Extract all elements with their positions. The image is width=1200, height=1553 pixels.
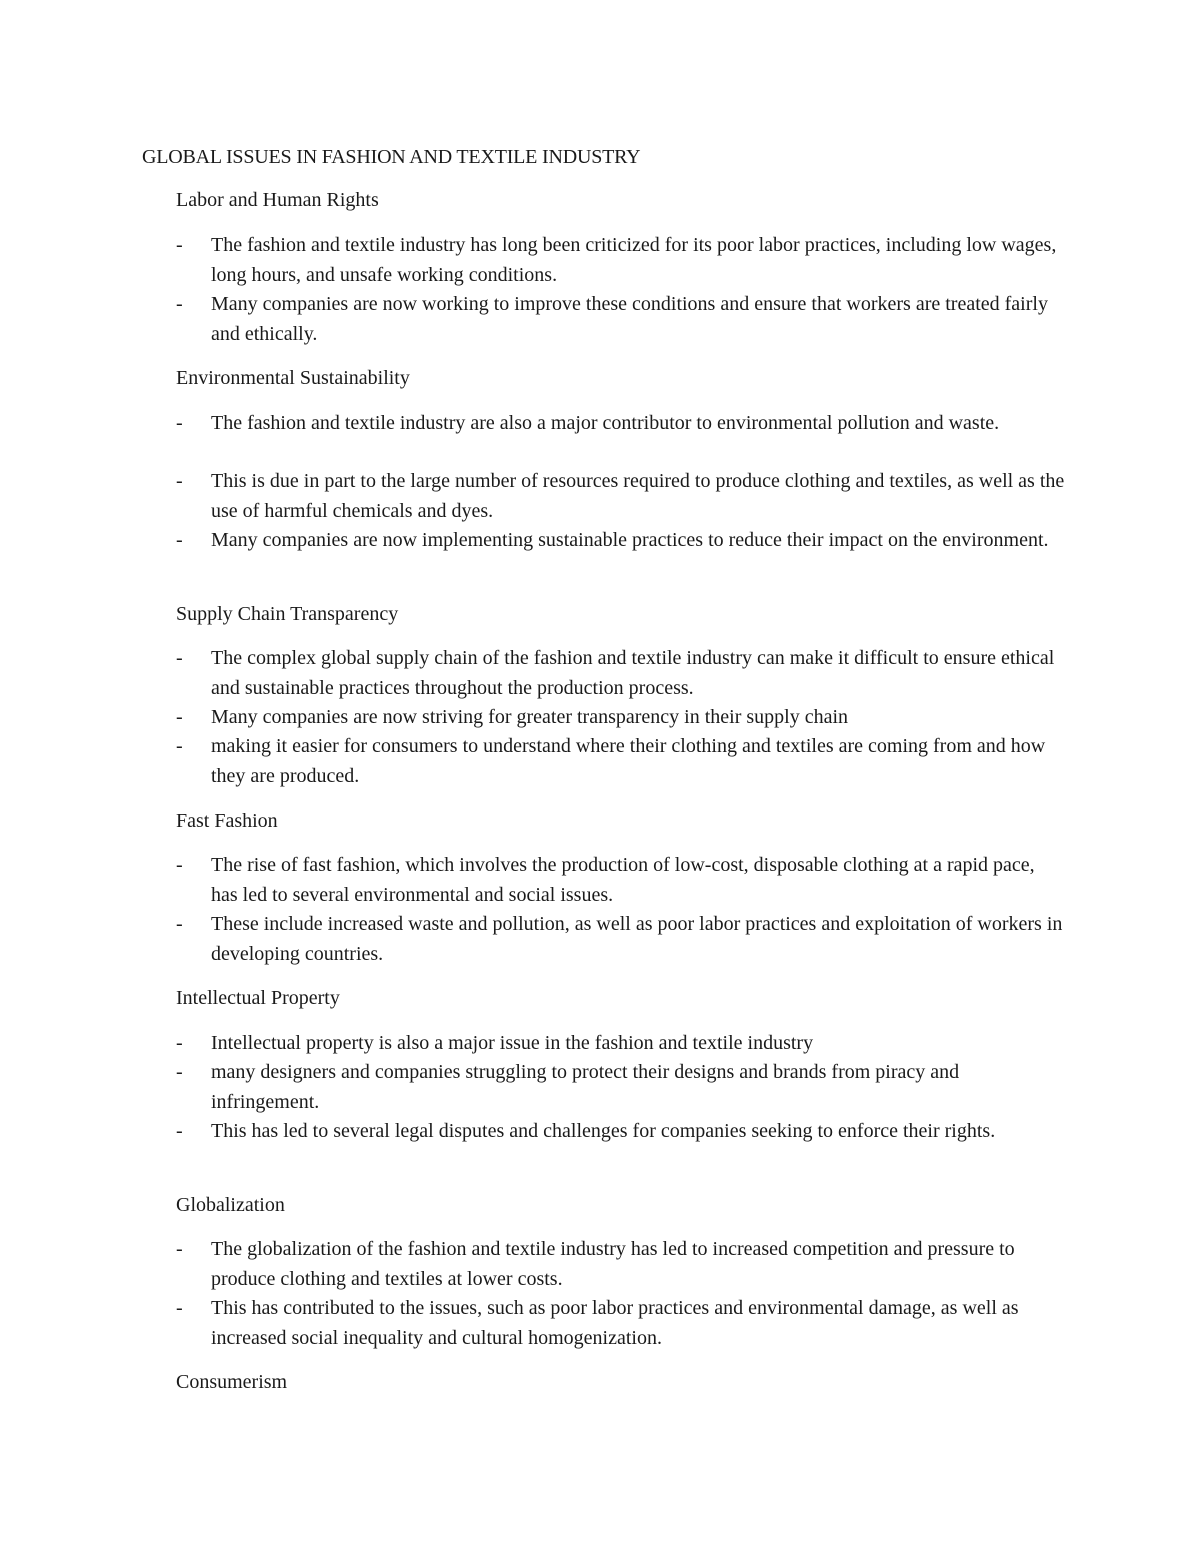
bullet-marker: -	[176, 1061, 183, 1083]
bullet-item	[176, 231, 1066, 290]
bullet-text: Many companies are now working to improve these conditions and ensure that workers are treated fairly and ethically.	[211, 293, 1048, 345]
bullet-marker: -	[176, 529, 183, 551]
bullet-marker: -	[176, 647, 183, 669]
bullet-text: making it easier for consumers to understand where their clothing and textiles are coming from and how they are produced.	[211, 735, 1046, 787]
bullet-marker: -	[176, 1032, 183, 1054]
bullet-marker: -	[176, 854, 183, 876]
bullet-item	[176, 910, 1066, 969]
bullet-text: This has led to several legal disputes and challenges for companies seeking to enforce their rights.	[211, 1120, 996, 1142]
bullet-text: These include increased waste and pollution, as well as poor labor practices and exploitation of workers in developing countries.	[211, 913, 1063, 965]
section-heading-globalization: Globalization	[176, 1194, 285, 1216]
bullet-marker: -	[176, 293, 183, 315]
bullet-item	[176, 732, 1066, 791]
bullet-item	[176, 467, 1066, 526]
bullet-text: Intellectual property is also a major issue in the fashion and textile industry	[211, 1032, 814, 1054]
bullet-item	[176, 409, 1066, 439]
section-heading-supply-chain-transparency: Supply Chain Transparency	[176, 603, 399, 625]
bullet-marker: -	[176, 1120, 183, 1142]
document-title: GLOBAL ISSUES IN FASHION AND TEXTILE INDUSTRY	[142, 146, 641, 168]
section-heading-environmental-sustainability: Environmental Sustainability	[176, 367, 410, 389]
bullet-item	[176, 1058, 1066, 1117]
bullet-item	[176, 1117, 1066, 1147]
bullet-marker: -	[176, 412, 183, 434]
bullet-text: The complex global supply chain of the fashion and textile industry can make it difficult to ensure ethical and sustainable practices throughout the production process.	[211, 647, 1055, 699]
bullet-item	[176, 703, 1066, 733]
bullet-text: This has contributed to the issues, such as poor labor practices and environmental damage, as well as increased social inequality and cultural homogenization.	[211, 1297, 1019, 1349]
bullet-marker: -	[176, 1297, 183, 1319]
bullet-text: The fashion and textile industry has long been criticized for its poor labor practices, including low wages, long hours, and unsafe working conditions.	[211, 234, 1057, 286]
bullet-text: The rise of fast fashion, which involves the production of low-cost, disposable clothing at a rapid pace, has led to several environmental and social issues.	[211, 854, 1035, 906]
section-heading-labor-and-human-rights: Labor and Human Rights	[176, 189, 379, 211]
bullet-item	[176, 1235, 1066, 1294]
bullet-text: This is due in part to the large number of resources required to produce clothing and textiles, as well as the use of harmful chemicals and dyes.	[211, 470, 1065, 522]
bullet-item	[176, 290, 1066, 349]
bullet-marker: -	[176, 706, 183, 728]
bullet-marker: -	[176, 735, 183, 757]
bullet-item	[176, 1029, 1066, 1059]
section-heading-consumerism: Consumerism	[176, 1371, 288, 1393]
bullet-text: The fashion and textile industry are also a major contributor to environmental pollution and waste.	[211, 412, 1000, 434]
bullet-item	[176, 851, 1066, 910]
bullet-text: Many companies are now implementing sustainable practices to reduce their impact on the environment.	[211, 529, 1049, 551]
bullet-marker: -	[176, 470, 183, 492]
section-heading-fast-fashion: Fast Fashion	[176, 810, 278, 832]
bullet-text: Many companies are now striving for greater transparency in their supply chain	[211, 706, 849, 728]
bullet-marker: -	[176, 913, 183, 935]
bullet-item	[176, 644, 1066, 703]
bullet-text: many designers and companies struggling to protect their designs and brands from piracy and infringement.	[211, 1061, 960, 1113]
bullet-marker: -	[176, 1238, 183, 1260]
bullet-item	[176, 526, 1066, 556]
bullet-marker: -	[176, 234, 183, 256]
bullet-item	[176, 1294, 1066, 1353]
bullet-text: The globalization of the fashion and textile industry has led to increased competition and pressure to produce clothing and textiles at lower costs.	[211, 1238, 1015, 1290]
section-heading-intellectual-property: Intellectual Property	[176, 987, 340, 1009]
